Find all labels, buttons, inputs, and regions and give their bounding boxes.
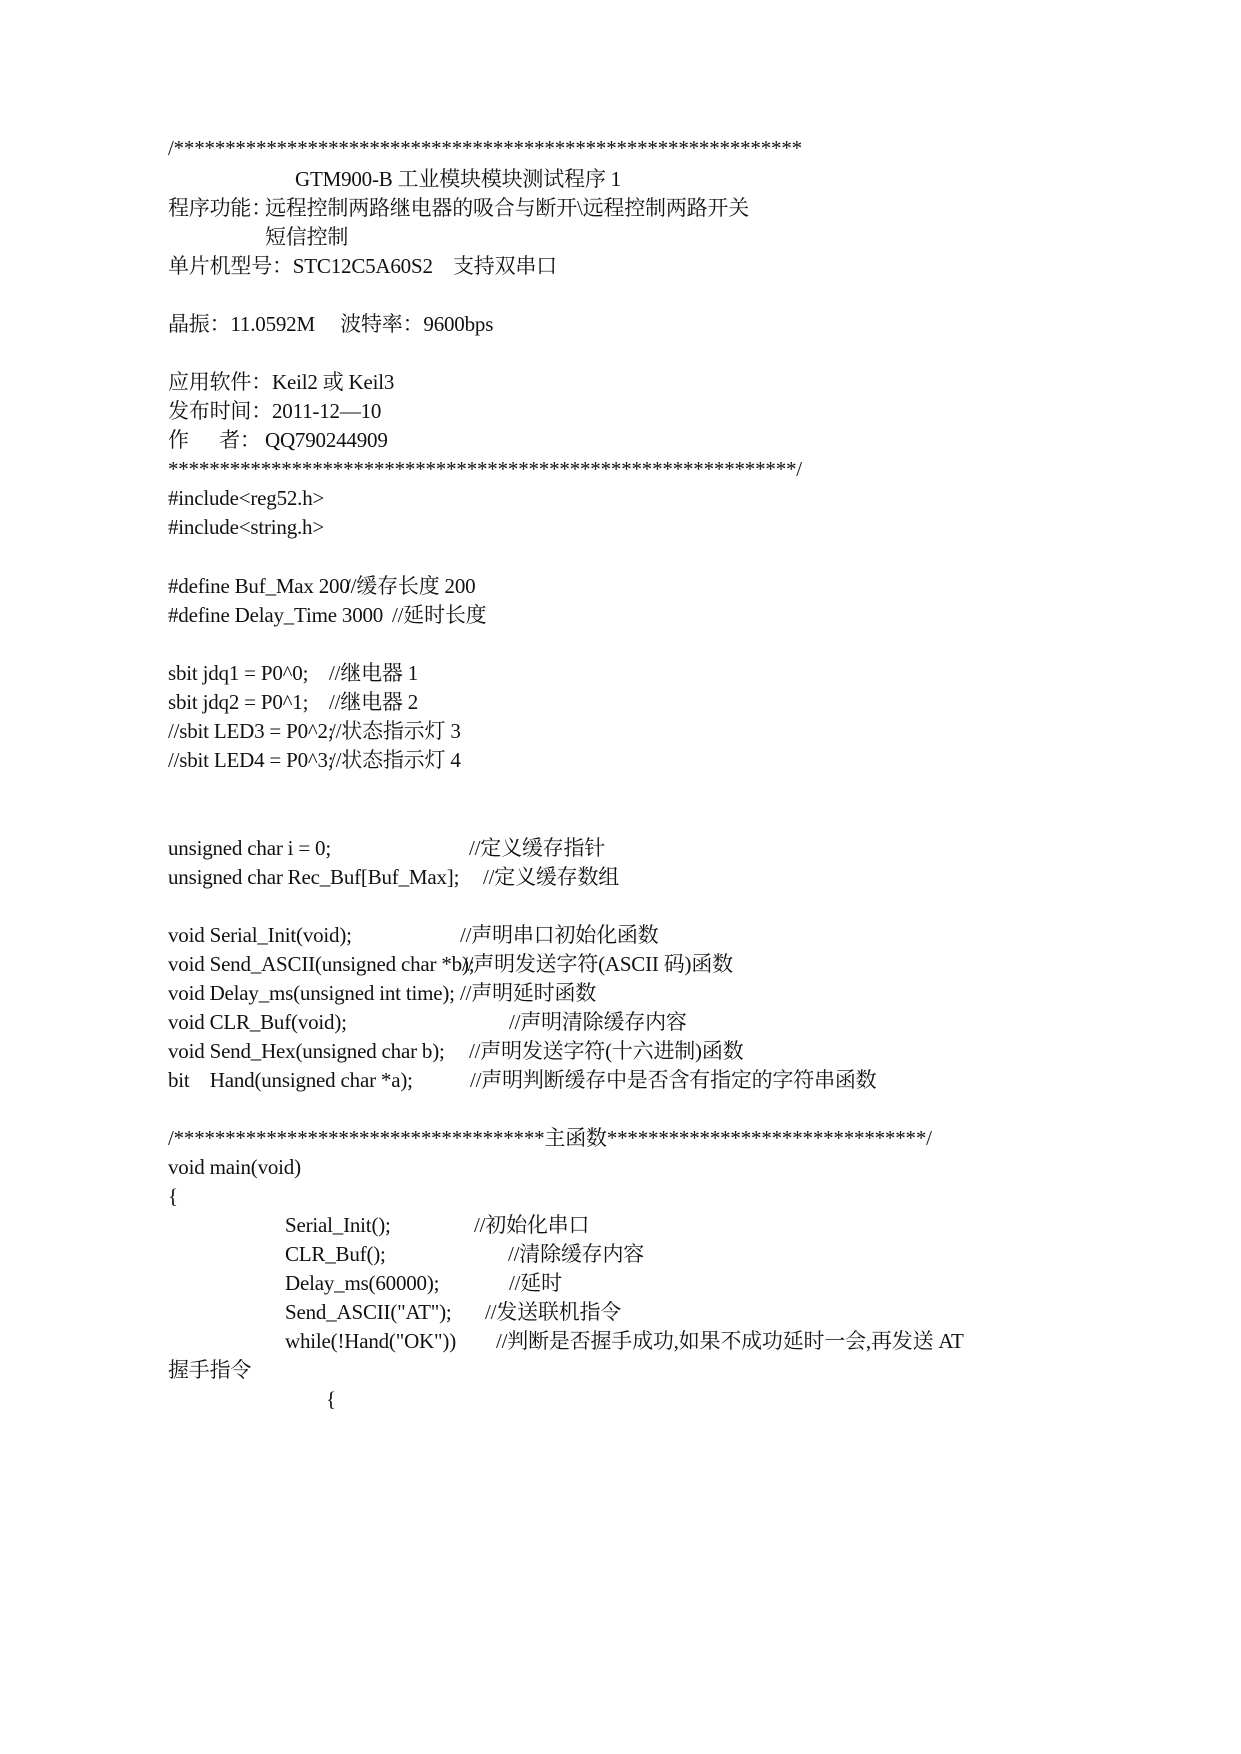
mcu-line: 单片机型号：STC12C5A60S2 支持双串口 [168, 254, 557, 278]
header-top-rule: /************************************************************* [168, 136, 802, 160]
function-text: 远程控制两路继电器的吸合与断开\远程控制两路开关 [265, 196, 750, 220]
open-brace: { [168, 1184, 178, 1208]
main-body-comment: //延时 [509, 1271, 562, 1295]
wrapped-comment-continuation: 握手指令 [168, 1358, 252, 1382]
prototype-comment: //声明发送字符(ASCII 码)函数 [462, 952, 733, 976]
sbit-comment: //继电器 2 [329, 690, 419, 714]
software-line: 应用软件：Keil2 或 Keil3 [168, 370, 395, 394]
prototype-code: void Delay_ms(unsigned int time); [168, 981, 455, 1005]
sbit-comment: //状态指示灯 3 [330, 719, 461, 743]
prototype-comment: //声明串口初始化函数 [460, 923, 659, 947]
variable-comment: //定义缓存数组 [483, 865, 620, 889]
prototype-code: bit Hand(unsigned char *a); [168, 1068, 413, 1092]
function-text-continuation: 短信控制 [265, 225, 349, 249]
sbit-code: //sbit LED4 = P0^3; [168, 748, 334, 772]
main-section-rule: /************************************主函数*******************************/ [168, 1126, 932, 1150]
sbit-code: sbit jdq2 = P0^1; [168, 690, 309, 714]
author-label: 作 者： [168, 428, 261, 452]
main-body-comment: //判断是否握手成功,如果不成功延时一会,再发送 AT [496, 1329, 964, 1353]
variable-comment: //定义缓存指针 [469, 836, 606, 860]
sbit-code: //sbit LED3 = P0^2; [168, 719, 334, 743]
main-body-code: Delay_ms(60000); [285, 1271, 440, 1295]
variable-code: unsigned char i = 0; [168, 836, 331, 860]
define-comment: //延时长度 [392, 603, 487, 627]
prototype-comment: //声明发送字符(十六进制)函数 [469, 1039, 744, 1063]
define-comment: //缓存长度 200 [345, 574, 476, 598]
main-body-comment: //初始化串口 [474, 1213, 590, 1237]
prototype-code: void Serial_Init(void); [168, 923, 352, 947]
include-line: #include<string.h> [168, 515, 324, 539]
prototype-comment: //声明判断缓存中是否含有指定的字符串函数 [470, 1068, 877, 1092]
define-code: #define Delay_Time 3000 [168, 603, 384, 627]
prototype-code: void CLR_Buf(void); [168, 1010, 347, 1034]
prototype-code: void Send_ASCII(unsigned char *b); [168, 952, 475, 976]
main-body-comment: //清除缓存内容 [508, 1242, 645, 1266]
prototype-comment: //声明清除缓存内容 [509, 1010, 687, 1034]
date-line: 发布时间：2011-12—10 [168, 399, 382, 423]
main-body-code: while(!Hand("OK")) [285, 1329, 456, 1353]
inner-open-brace: { [326, 1387, 336, 1411]
prototype-comment: //声明延时函数 [460, 981, 597, 1005]
sbit-comment: //状态指示灯 4 [330, 748, 461, 772]
variable-code: unsigned char Rec_Buf[Buf_Max]; [168, 865, 460, 889]
include-line: #include<reg52.h> [168, 486, 325, 510]
function-label: 程序功能： [168, 196, 272, 220]
document-title: GTM900-B 工业模块模块测试程序 1 [295, 167, 621, 191]
main-body-code: Send_ASCII("AT"); [285, 1300, 452, 1324]
header-bottom-rule: *************************************************************/ [168, 457, 802, 481]
main-body-code: Serial_Init(); [285, 1213, 391, 1237]
main-body-code: CLR_Buf(); [285, 1242, 386, 1266]
main-body-comment: //发送联机指令 [485, 1300, 622, 1324]
main-signature: void main(void) [168, 1155, 301, 1179]
sbit-code: sbit jdq1 = P0^0; [168, 661, 309, 685]
sbit-comment: //继电器 1 [329, 661, 419, 685]
crystal-line: 晶振：11.0592M 波特率：9600bps [168, 312, 494, 336]
define-code: #define Buf_Max 200 [168, 574, 350, 598]
prototype-code: void Send_Hex(unsigned char b); [168, 1039, 445, 1063]
author-value: QQ790244909 [265, 428, 388, 452]
